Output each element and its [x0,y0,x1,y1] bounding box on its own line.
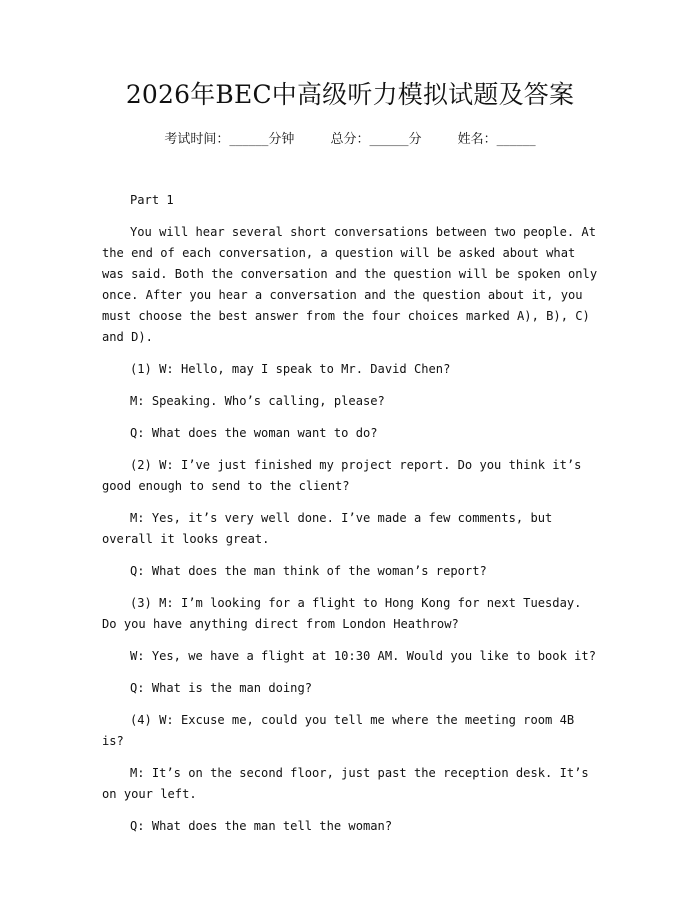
exam-time-unit: 分钟 [268,132,295,147]
conversation-4-line-2: M: It’s on the second floor, just past the reception desk. It’s on your left. [102,766,589,801]
exam-time-label: 考试时间： [164,132,230,147]
student-name-field [458,130,536,150]
conversation-2-line-2: M: Yes, it’s very well done. I’ve made a few comments, but overall it looks great. [102,511,553,546]
conversation-3-line-1: (3) M: I’m looking for a flight to Hong Kong for next Tuesday. Do you have anything direct from London Heathrow? [102,596,582,631]
document-title: 2026年BEC中高级听力模拟试题及答案 [125,80,575,109]
conversation-1-question: Q: What does the woman want to do? [130,426,378,440]
exam-time-blank: ______ [229,132,269,147]
exam-time-field [164,130,294,150]
instructions-paragraph: You will hear several short conversations between two people. At the end of each conversation, a question will be asked about what was said. Both the conversation and the question will be spoken only once. After you hear a conversation and the question about it, you must choose the best answer from the four choices marked A), B), C) and D). [102,225,598,344]
total-score-blank: ______ [369,132,409,147]
total-score-field [330,130,421,150]
conversation-2-line-1: (2) W: I’ve just finished my project report. Do you think it’s good enough to send to the client? [102,458,582,493]
conversation-1-line-1: (1) W: Hello, may I speak to Mr. David Chen? [130,362,451,376]
conversation-4-question: Q: What does the man tell the woman? [130,819,393,833]
student-name-label: 姓名： [457,132,497,147]
conversation-3-line-2: W: Yes, we have a flight at 10:30 AM. Would you like to book it? [130,649,596,663]
part-heading: Part 1 [130,193,174,207]
exam-info-row [0,130,700,150]
conversation-4-line-1: (4) W: Excuse me, could you tell me where the meeting room 4B is? [102,713,575,748]
total-score-unit: 分 [408,132,422,147]
exam-content [102,190,602,848]
conversation-3-question: Q: What is the man doing? [130,681,313,695]
conversation-2-question: Q: What does the man think of the woman’s report? [130,564,487,578]
total-score-label: 总分： [330,132,370,147]
conversation-1-line-2: M: Speaking. Who’s calling, please? [130,394,385,408]
student-name-blank: ______ [496,132,536,147]
